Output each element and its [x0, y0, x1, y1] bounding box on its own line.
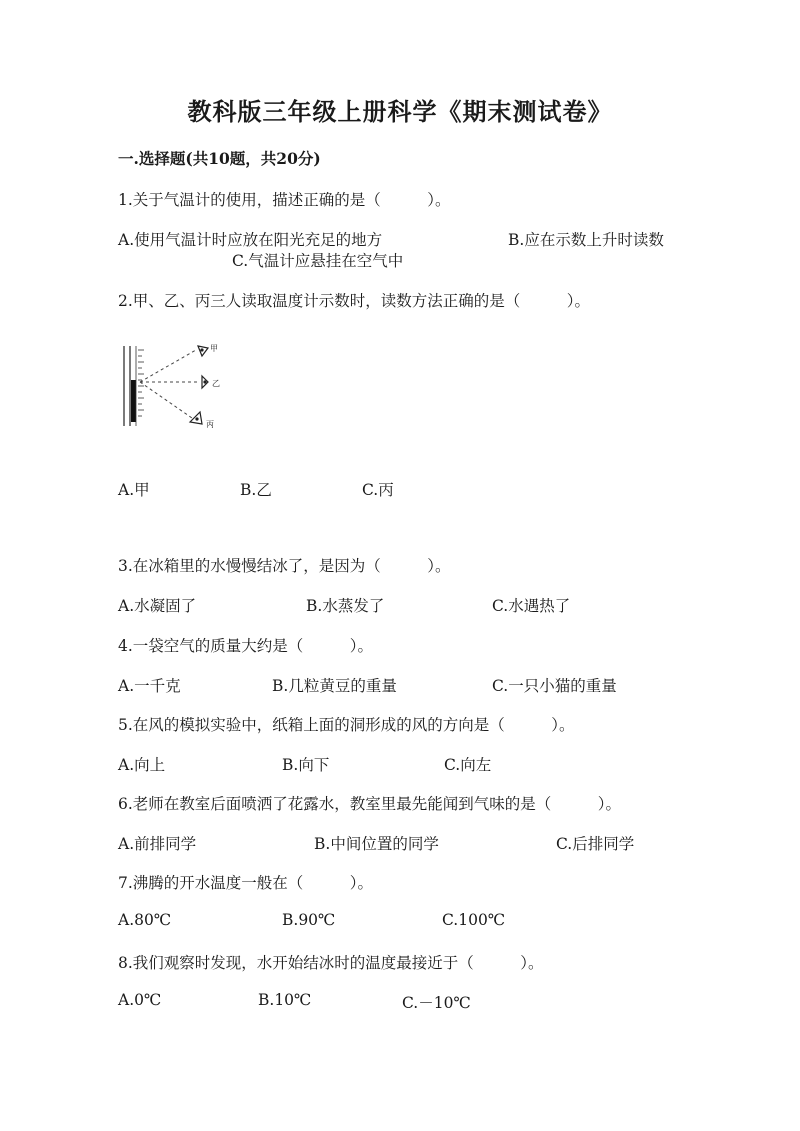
- question-3-stem: 3.在冰箱里的水慢慢结冰了，是因为（ ）。: [118, 557, 451, 575]
- question-5-option-c: C.向左: [444, 756, 492, 774]
- question-2-option-c: C.丙: [362, 481, 394, 499]
- question-7-option-c: C.100℃: [442, 911, 506, 929]
- sight-line-bing: [140, 382, 192, 418]
- question-3-option-a: A.水凝固了: [118, 597, 197, 615]
- question-2-option-a: A.甲: [118, 481, 150, 499]
- question-4-stem: 4.一袋空气的质量大约是（ ）。: [118, 637, 374, 655]
- question-7-stem: 7.沸腾的开水温度一般在（ ）。: [118, 874, 374, 892]
- label-yi: 乙: [212, 379, 220, 388]
- thermometer-liquid-column: [131, 380, 136, 422]
- question-6-stem: 6.老师在教室后面喷洒了花露水，教室里最先能闻到气味的是（ ）。: [118, 795, 622, 813]
- question-8-stem: 8.我们观察时发现，水开始结冰时的温度最接近于（ ）。: [118, 954, 544, 972]
- thermometer-scale: [136, 346, 144, 426]
- question-1-option-b: B.应在示数上升时读数: [508, 231, 664, 249]
- question-4-option-a: A.一千克: [118, 677, 181, 695]
- question-2-stem: 2.甲、乙、丙三人读取温度计示数时，读数方法正确的是（ ）。: [118, 292, 591, 310]
- question-1-stem: 1.关于气温计的使用，描述正确的是（ ）。: [118, 191, 451, 209]
- question-1-option-c: C.气温计应悬挂在空气中: [232, 252, 404, 270]
- question-5-stem: 5.在风的模拟实验中，纸箱上面的洞形成的风的方向是（ ）。: [118, 716, 575, 734]
- question-5-option-b: B.向下: [282, 756, 330, 774]
- question-4-option-c: C.一只小猫的重量: [492, 677, 617, 695]
- question-5-option-a: A.向上: [118, 756, 166, 774]
- question-6-option-b: B.中间位置的同学: [314, 835, 439, 853]
- sight-line-jia: [140, 350, 196, 382]
- question-1-option-a: A.使用气温计时应放在阳光充足的地方: [118, 231, 383, 249]
- question-8-option-c: C.－10℃: [402, 994, 471, 1012]
- question-7-option-b: B.90℃: [282, 911, 336, 929]
- label-jia: 甲: [210, 344, 218, 353]
- label-bing: 丙: [206, 420, 214, 429]
- question-3-option-b: B.水蒸发了: [306, 597, 385, 615]
- question-2-option-b: B.乙: [240, 481, 272, 499]
- section-heading: 一.选择题(共10题，共20分): [118, 149, 321, 168]
- question-4-option-b: B.几粒黄豆的重量: [272, 677, 397, 695]
- question-3-option-c: C.水遇热了: [492, 597, 571, 615]
- question-8-option-b: B.10℃: [258, 991, 312, 1009]
- question-6-option-c: C.后排同学: [556, 835, 635, 853]
- question-7-option-a: A.80℃: [118, 911, 172, 929]
- thermometer-reading-figure: [118, 340, 228, 432]
- question-6-option-a: A.前排同学: [118, 835, 197, 853]
- question-8-option-a: A.0℃: [118, 991, 162, 1009]
- page-title: 教科版三年级上册科学《期末测试卷》: [187, 97, 613, 126]
